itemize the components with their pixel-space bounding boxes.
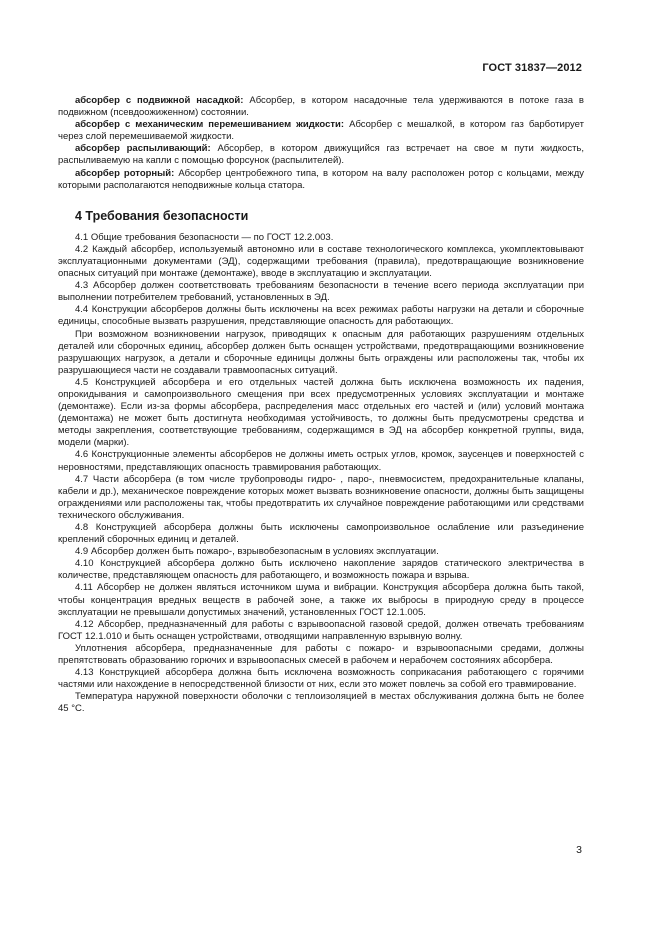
definition-item	[58, 143, 584, 167]
paragraph: 4.8 Конструкцией абсорбера должны быть исключены самопроизвольное ослабление или разъединение креплений сборочных единиц и деталей.	[58, 522, 584, 546]
definition-item	[58, 168, 584, 192]
definition-text: Абсорбер центробежного типа, в котором на валу расположен ротор с кольцами, между которыми располагаются неподвижные кольца статора.	[58, 167, 584, 191]
definition-text: Абсорбер, в котором движущийся газ встречает на свое м пути жидкость, распыливаемую на капли с помощью форсунок (распылителей).	[58, 143, 585, 167]
paragraph: Температура наружной поверхности оболочки с теплоизоляцией в местах обслуживания должна быть не более 45 °С.	[58, 691, 584, 715]
section-title: 4 Требования безопасности	[75, 208, 249, 223]
paragraph: 4.7 Части абсорбера (в том числе трубопроводы гидро- , паро-, пневмосистем, предохранительные клапаны, кабели и др.), механическое повреждение которых может вызвать возникновение опасности, должны быть защищены ограждениями или расположены так, чтобы предотвратить их случайное повреждение работающими или средствами технического обслуживания.	[58, 473, 584, 521]
paragraph: 4.2 Каждый абсорбер, используемый автономно или в составе технологического комплекса, укомплектовывают эксплуатационными документами (ЭД), содержащими требования (правила), предотвращающие возникновение опасных ситуаций при монтаже (демонтаже), вводе в эксплуатацию и эксплуатации.	[58, 243, 584, 280]
paragraph: 4.13 Конструкцией абсорбера должна быть исключена возможность соприкасания работающего с горячими частями или нахождение в непосредственной близости от них, если это может повлечь за собой его травмирование.	[58, 667, 584, 691]
definitions-block	[58, 95, 584, 192]
paragraph: 4.3 Абсорбер должен соответствовать требованиям безопасности в течение всего периода эксплуатации при выполнении потребителем требований, установленных в ЭД.	[58, 280, 584, 304]
paragraph: 4.6 Конструкционные элементы абсорберов не должны иметь острых углов, кромок, заусенцев и поверхностей с неровностями, представляющих опасность травмирования работающих.	[58, 449, 584, 473]
definition-item	[58, 95, 584, 119]
definition-text: Абсорбер с мешалкой, в котором газ барботирует через слой перемешиваемой жидкости.	[58, 119, 584, 143]
definition-item	[58, 119, 584, 143]
definition-term: абсорбер распыливающий:	[75, 143, 211, 155]
paragraph: 4.5 Конструкцией абсорбера и его отдельных частей должна быть исключена возможность их падения, опрокидывания и самопроизвольного смещения при всех предусмотренных условиях эксплуатации и монтаже (демонтаже). Если из-за формы абсорбера, распределения масс отдельных его частей и (или) условий монтажа (демонтажа) не может быть достигнута необходимая устойчивость, то должны быть предусмотрены средства и методы закрепления, соответствующие требованиям, содержащимся в ЭД на абсорбер конкретной группы, вида, модели (марки).	[58, 376, 584, 449]
section-body	[58, 232, 584, 716]
definition-term: абсорбер роторный:	[75, 167, 175, 179]
definition-term: абсорбер с подвижной насадкой:	[75, 95, 244, 106]
page-number: 3	[576, 844, 582, 856]
definition-term: абсорбер с механическим перемешиванием жидкости:	[75, 119, 345, 131]
paragraph: При возможном возникновении нагрузок, приводящих к опасным для работающих разрушениям отдельных деталей или сборочных единиц, абсорбер должен быть оснащен устройствами, предотвращающими возникновение разрушающих нагрузок, а детали и сборочные единицы должны быть ограждены или расположены так, чтобы их разрушающиеся части не создавали травмоопасных ситуаций.	[58, 328, 584, 376]
paragraph: Уплотнения абсорбера, предназначенные для работы с пожаро- и взрывоопасными средами, должны препятствовать образованию горючих и взрывоопасных смесей в рабочем и нерабочем состояниях абсорбера.	[58, 642, 584, 667]
page-content	[58, 95, 584, 716]
document-code: ГОСТ 31837—2012	[482, 62, 582, 74]
paragraph: 4.1 Общие требования безопасности — по ГОСТ 12.2.003.	[75, 231, 334, 243]
paragraph: 4.4 Конструкции абсорберов должны быть исключены на всех режимах работы нагрузки на детали и сборочные единицы, способные вызвать разрушения, представляющие опасность для работающих.	[58, 304, 584, 328]
definition-text: Абсорбер, в котором насадочные тела удерживаются в потоке газа в подвижном (псевдоожиженном) состоянии.	[58, 95, 584, 119]
paragraph: 4.11 Абсорбер не должен являться источником шума и вибрации. Конструкция абсорбера должна быть такой, чтобы концентрация вредных веществ в рабочей зоне, а также их выбросы в природную среду в процессе эксплуатации не превышали допустимых значений, установленных ГОСТ 12.1.005.	[58, 582, 584, 618]
paragraph: 4.9 Абсорбер должен быть пожаро-, взрывобезопасным в условиях эксплуатации.	[75, 546, 439, 558]
paragraph: 4.10 Конструкцией абсорбера должно быть исключено накопление зарядов статического электричества в количестве, представляющем опасность для работающего, и возможность пожара и взрыва.	[58, 558, 584, 582]
paragraph: 4.12 Абсорбер, предназначенный для работы с взрывоопасной газовой средой, должен отвечать требованиям ГОСТ 12.1.010 и быть оснащен устройствами, отводящими направленную взрывную волну.	[58, 618, 584, 642]
